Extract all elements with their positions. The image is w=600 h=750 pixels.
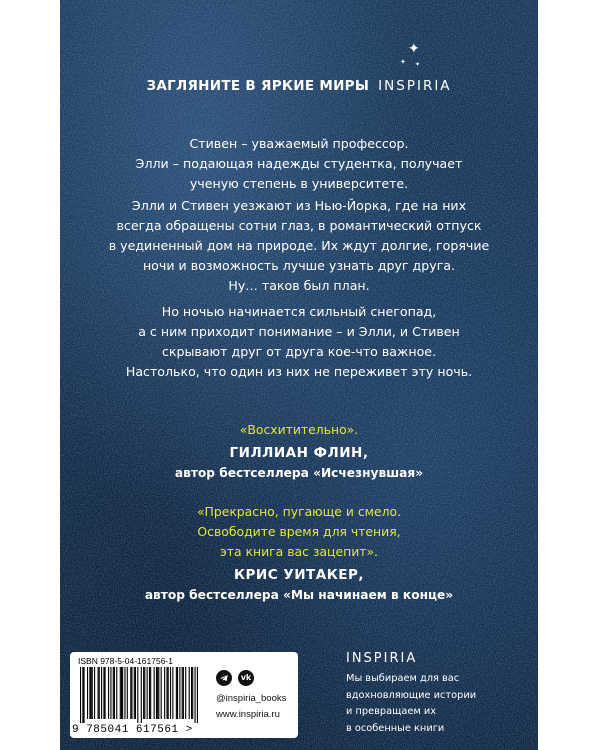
- blurb-paragraph-2: [60, 196, 538, 296]
- book-back-cover: ✦ ✦ ✦ ЗАГЛЯНИТЕ В ЯРКИЕ МИРЫ INSPIRIA Стивен – уважаемый профессор. Элли – подающая надежды студентка, получает ученую степень в университете. Элли и Стивен уезжают из Нью-Йорка, где на них всегда обращены сотни глаз, в романтический отпуск в уединенный дом на природе. Их ждут долгие, горячие ночи и возможность лучше узнать друг друга. Ну… таков был план. Но ночью начинается сильный снегопад, а с ним приходит понимание – и Элли, и Стивен скрывают друг от друга кое-что важное. Настолько, что один из них не переживет эту ночь. «Восхитительно». ГИЛЛИАН ФЛИН, автор бестселлера «Исчезнувшая» «Прекрасно, пугающе и смело. Освободите время для чтения, эта книга вас зацепит». КРИС УИТАКЕР, автор бестселлера «Мы начинаем в конце» ISBN 978-5-04-161756-1 9 785041 617561 > vk @inspiria_books www.inspiria.ru INSPIRIA Мы выбираем для вас вдохновляющие истории и превращаем их в особенные книги: [60, 0, 538, 750]
- barcode-bar: [147, 667, 148, 719]
- barcode-bar: [177, 667, 178, 719]
- barcode-bar: [99, 667, 100, 719]
- barcode-bar: [157, 667, 158, 719]
- publisher-description-line: Мы выбираем для вас: [346, 673, 460, 684]
- blurb-line: ученую степень в университете.: [189, 176, 409, 191]
- quote-author-role: автор бестселлера «Мы начинаем в конце»: [144, 588, 454, 602]
- barcode-bar: [135, 667, 136, 719]
- publisher-description-line: и превращаем их: [346, 706, 437, 717]
- barcode-bar: [87, 667, 88, 719]
- barcode-bar: [91, 667, 92, 719]
- telegram-icon[interactable]: [216, 670, 232, 686]
- isbn-label: ISBN 978-5-04-161756-1: [78, 656, 173, 666]
- publisher-description: [346, 671, 476, 737]
- barcode-bar: [156, 667, 157, 719]
- barcode-bar: [110, 667, 111, 719]
- barcode-bar: [170, 667, 171, 719]
- barcode-bar: [134, 667, 135, 719]
- barcode-bar: [131, 667, 132, 719]
- barcode-bar: [108, 667, 109, 719]
- barcode-bar: [168, 667, 169, 719]
- barcode-bar: [172, 667, 173, 719]
- barcode-bar: [103, 667, 104, 719]
- blurb-line: Но ночью начинается сильный снегопад,: [161, 304, 437, 319]
- blurb-line: а с ним приходит понимание – и Элли, и Стивен: [138, 324, 460, 339]
- quote-author-role: автор бестселлера «Исчезнувшая»: [174, 466, 424, 480]
- blurb-line: всегда обращены сотни глаз, в романтический отпуск: [116, 218, 482, 233]
- barcode-bar: [164, 667, 165, 719]
- series-tagline: [60, 78, 538, 94]
- blurb-line: Элли – подающая надежды студентка, получает: [135, 156, 463, 171]
- barcode-bar: [94, 667, 95, 719]
- barcode-bar: [141, 667, 142, 723]
- website-link[interactable]: www.inspiria.ru: [216, 709, 280, 720]
- quote-text: «Восхитительно».: [239, 422, 359, 437]
- blurb-line: Ну… таков был план.: [228, 278, 370, 293]
- barcode-bar: [92, 667, 93, 719]
- barcode-bar: [179, 667, 180, 719]
- blurb-paragraph-1: [60, 134, 538, 194]
- barcode-bar: [143, 667, 144, 719]
- blurb-paragraph-3: [60, 302, 538, 382]
- barcode-bar: [124, 667, 125, 719]
- barcode-bar: [144, 667, 145, 719]
- blurb-line: Элли и Стивен уезжают из Нью-Йорка, где на них: [131, 198, 467, 213]
- blurb-line: ночи и возможность лучше узнать друг друга.: [142, 258, 456, 273]
- barcode-bar: [183, 667, 184, 719]
- barcode-digits: 9 785041 617561 >: [72, 724, 193, 736]
- barcode-bar: [105, 667, 106, 719]
- barcode-bar: [82, 667, 83, 723]
- publisher-description-line: вдохновляющие истории: [346, 689, 477, 701]
- barcode-bar: [150, 667, 151, 719]
- publisher-logo: INSPIRIA: [346, 651, 418, 666]
- barcode-bar: [176, 667, 177, 719]
- review-quote-2: [60, 502, 538, 605]
- quote-author: ГИЛЛИАН ФЛИН,: [229, 445, 369, 461]
- tagline-text: ЗАГЛЯНИТЕ В ЯРКИЕ МИРЫ: [146, 78, 370, 94]
- blurb-line: Настолько, что один из них не переживет эту ночь.: [125, 364, 473, 379]
- barcode-bar: [127, 667, 128, 719]
- barcode-bar: [101, 667, 102, 719]
- barcode-bar: [80, 667, 81, 723]
- barcode-bar: [89, 667, 90, 719]
- barcode-bar: [113, 667, 114, 719]
- barcode-bar: [161, 667, 162, 719]
- barcode-bar: [154, 667, 155, 719]
- barcode-bar: [185, 667, 186, 719]
- social-handle[interactable]: @inspiria_books: [216, 693, 287, 704]
- barcode-bar: [158, 667, 159, 719]
- barcode-icon: [80, 667, 198, 723]
- barcode-bar: [121, 667, 122, 719]
- blurb-line: в уединенный дом на природе. Их ждут долгие, горячие: [108, 238, 490, 253]
- barcode-panel: [70, 652, 298, 738]
- review-quote-1: [60, 420, 538, 483]
- barcode-bar: [195, 667, 196, 723]
- barcode-bar: [130, 667, 131, 719]
- vk-icon[interactable]: vk: [238, 670, 254, 686]
- barcode-bar: [120, 667, 121, 719]
- barcode-bar: [116, 667, 117, 719]
- quote-text: эта книга вас зацепит».: [219, 544, 378, 559]
- barcode-bar: [192, 667, 193, 719]
- quote-text: Освободите время для чтения,: [197, 524, 401, 539]
- barcode-bar: [182, 667, 183, 719]
- barcode-bar: [122, 667, 123, 719]
- barcode-bar: [137, 667, 138, 723]
- quote-text: «Прекрасно, пугающе и смело.: [196, 504, 402, 519]
- barcode-bar: [114, 667, 115, 719]
- blurb-line: Стивен – уважаемый профессор.: [189, 136, 409, 151]
- barcode-bar: [166, 667, 167, 719]
- tagline-brand: INSPIRIA: [378, 78, 452, 94]
- barcode-bar: [189, 667, 190, 719]
- barcode-bar: [98, 667, 99, 719]
- blurb-line: скрывают друг от друга кое-что важное.: [161, 344, 437, 359]
- barcode-bar: [84, 667, 85, 723]
- quote-author: КРИС УИТАКЕР,: [234, 567, 364, 583]
- publisher-description-line: в особенные книги: [346, 722, 445, 734]
- barcode-bar: [191, 667, 192, 719]
- barcode-bar: [149, 667, 150, 719]
- barcode-bar: [197, 667, 198, 723]
